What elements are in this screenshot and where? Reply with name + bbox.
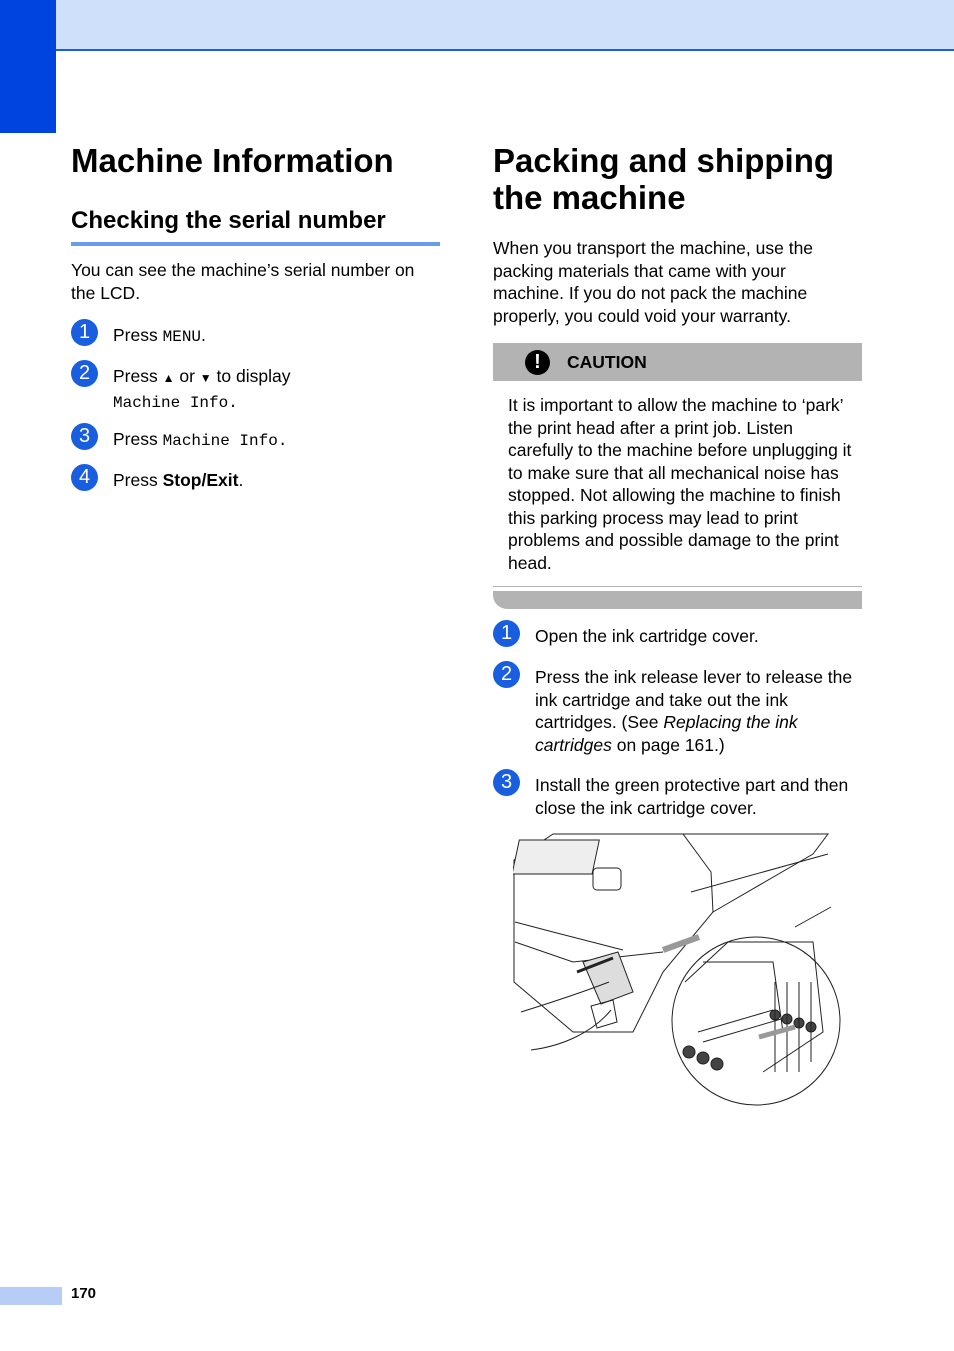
step-number-badge: 3: [71, 423, 98, 450]
page-number: 170: [71, 1285, 97, 1302]
step-text: Open the ink cartridge cover.: [535, 626, 759, 646]
page-number-bar: [0, 1287, 62, 1305]
step-number-badge: 2: [493, 661, 520, 688]
left-step-1: [71, 321, 206, 349]
step-text: Press MENU.: [113, 325, 206, 346]
lcd-code: MENU: [162, 328, 202, 346]
right-step-1: [493, 622, 858, 648]
step-text: Install the green protective part and then close the ink cartridge cover.: [535, 775, 849, 818]
subsection-title-serial-number: Checking the serial number: [71, 207, 440, 246]
section-title-machine-information: Machine Information: [71, 142, 394, 179]
step-text: Press ▲ or ▼ to display Machine Info.: [113, 366, 291, 412]
packing-intro: When you transport the machine, use the packing materials that came with your machine. If you do not pack the machine properly, you could void your warranty.: [493, 238, 814, 326]
left-step-4: [71, 466, 244, 492]
step-text: Press Machine Info.: [113, 429, 288, 450]
step-number-badge: 1: [493, 620, 520, 647]
step-number-badge: 1: [71, 319, 98, 346]
key-name: Stop/Exit: [162, 470, 239, 490]
serial-number-intro: You can see the machine’s serial number on the LCD.: [71, 260, 415, 303]
caution-header: [493, 343, 862, 381]
header-band: [0, 0, 954, 51]
up-arrow-icon: ▲: [162, 371, 175, 385]
section-title-packing-shipping: Packing and shipping the machine: [493, 142, 835, 216]
down-arrow-icon: ▼: [199, 371, 212, 385]
step-number-badge: 4: [71, 464, 98, 491]
step-number-badge: 2: [71, 360, 98, 387]
caution-exclamation-icon: !: [525, 350, 550, 375]
right-step-3: [493, 771, 863, 819]
ink-cartridge-cover-illustration: [513, 832, 843, 1110]
caution-footer-bar: [493, 591, 862, 609]
left-step-2: [71, 362, 291, 414]
cross-reference: Replacing the ink cartridges: [535, 712, 798, 755]
caution-text: It is important to allow the machine to ‘park’ the print head after a print job. Listen carefully to the machine before unplugging it to make sure that all mechanical noise has stopped. Not allowing the machine to finish this parking process may lead to print problems and possible damage to the print head.: [508, 395, 852, 573]
chapter-tab: [0, 0, 56, 133]
caution-label: CAUTION: [567, 352, 647, 372]
right-step-2: [493, 663, 863, 756]
left-step-3: [71, 425, 288, 453]
caution-divider: [493, 586, 862, 587]
step-text: Press the ink release lever to release the ink cartridge and take out the ink cartridges. (See Replacing the ink cartridges on page 161.): [535, 667, 853, 755]
lcd-code: Machine Info.: [162, 432, 288, 450]
step-number-badge: 3: [493, 769, 520, 796]
lcd-code: Machine Info.: [113, 393, 238, 412]
step-text: Press Stop/Exit.: [113, 470, 244, 490]
